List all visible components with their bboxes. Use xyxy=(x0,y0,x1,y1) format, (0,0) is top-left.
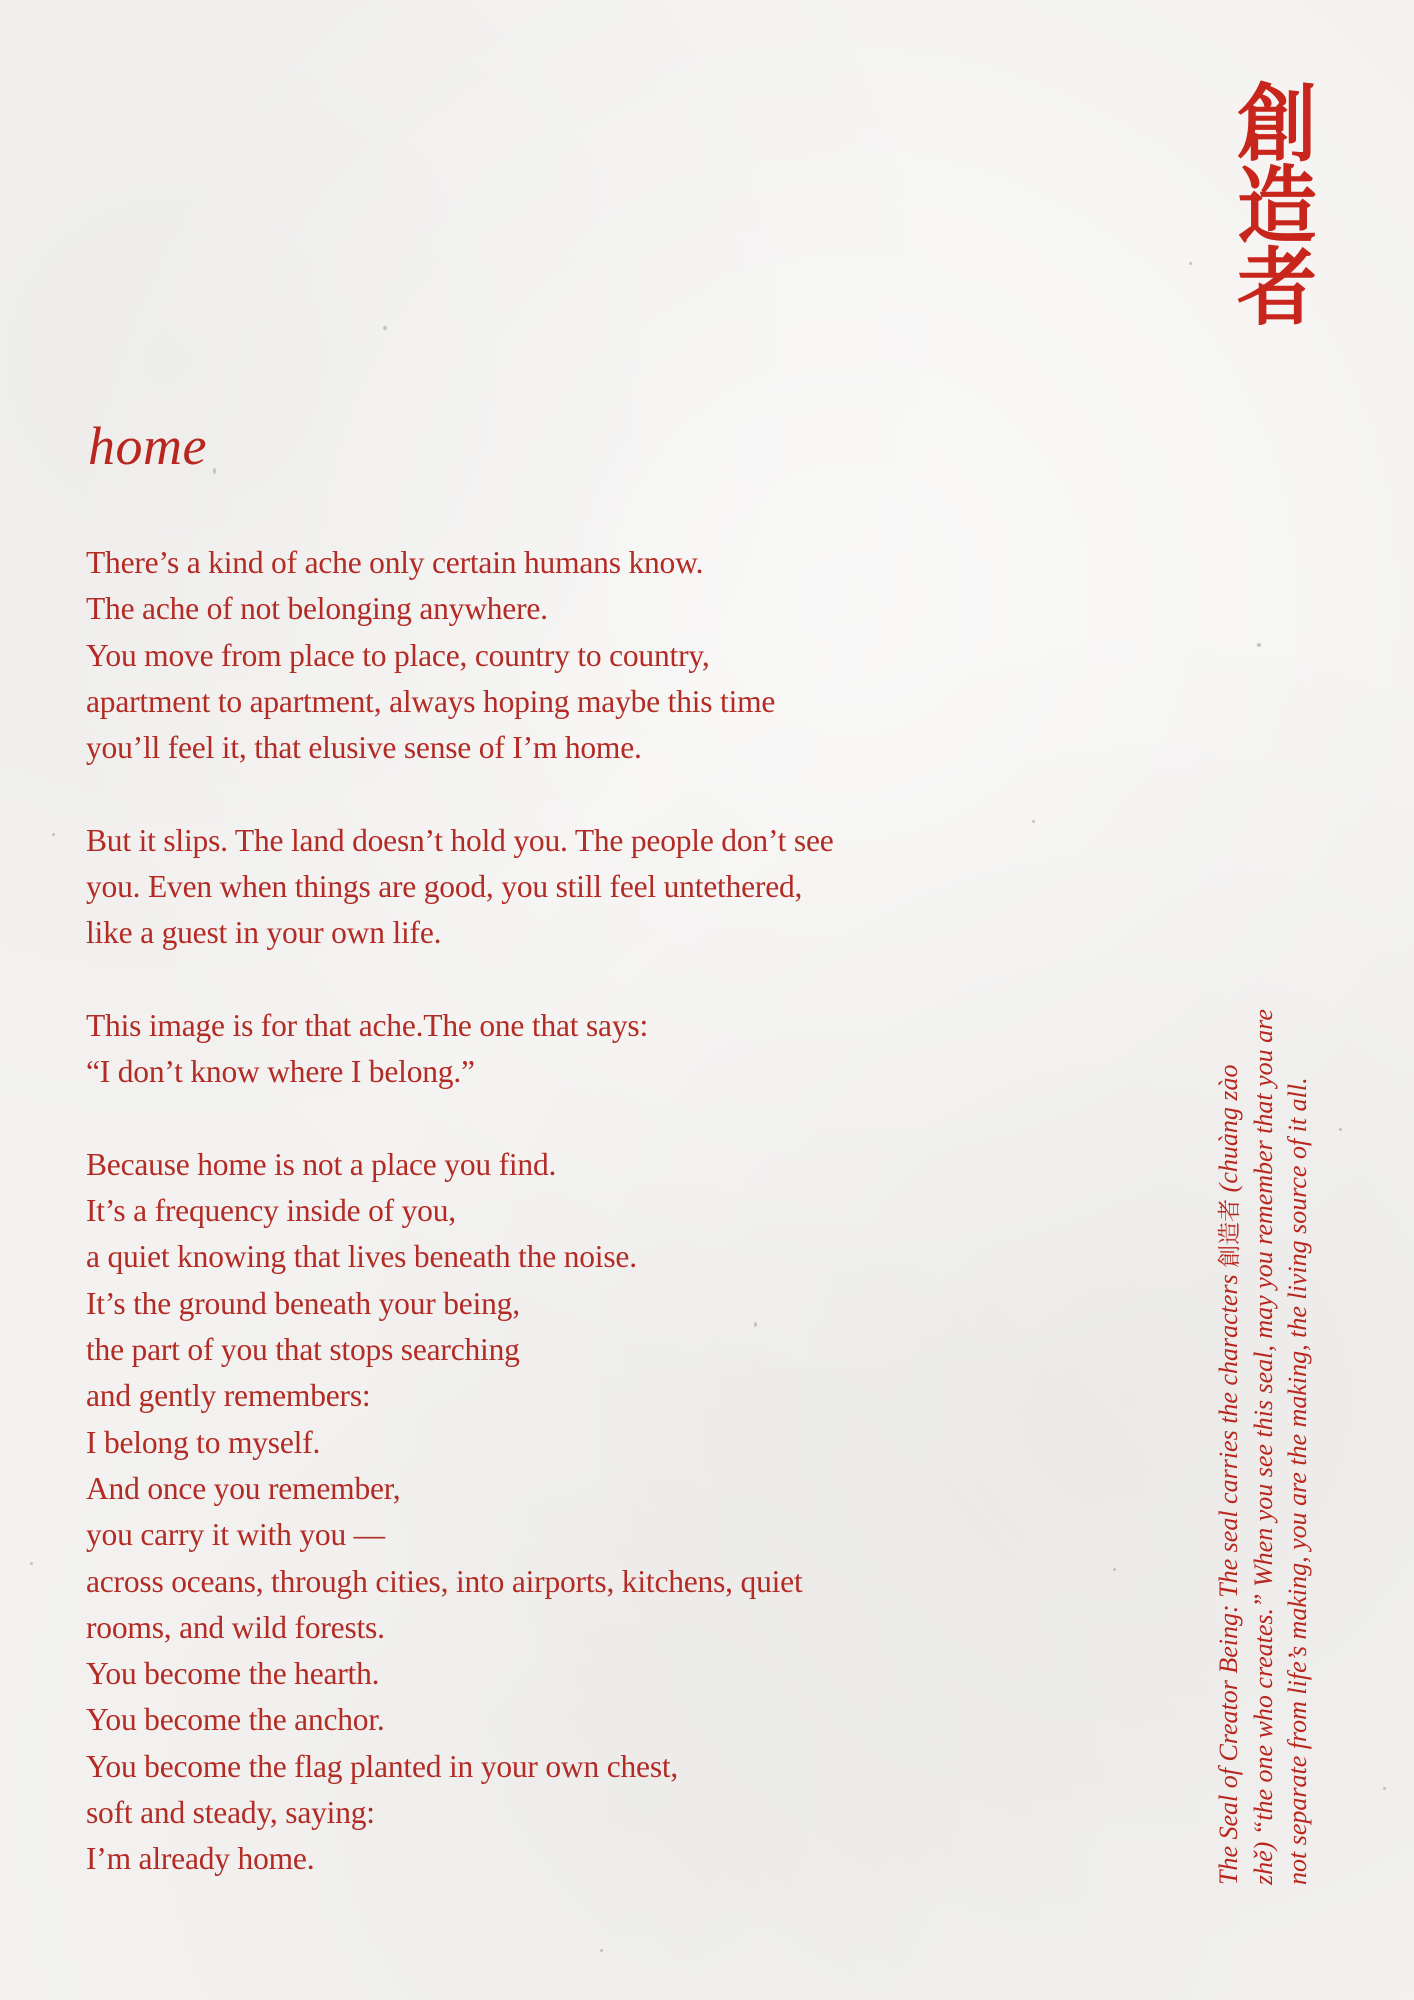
stanza xyxy=(86,540,1086,771)
note-text: The Seal of Creator Being: The seal carries the characters xyxy=(1214,1267,1243,1885)
poem-line: soft and steady, saying: xyxy=(86,1795,375,1831)
note-line: not separate from life’s making, you are the making, the living source of it all. xyxy=(1283,1077,1312,1885)
stanza xyxy=(86,1003,1086,1096)
paper-speck xyxy=(52,833,55,836)
poem-line: “I don’t know where I belong.” xyxy=(86,1054,475,1090)
poem-line: and gently remembers: xyxy=(86,1378,371,1414)
poem-line: you. Even when things are good, you still feel untethered, xyxy=(86,869,803,905)
poem-line: you carry it with you — xyxy=(86,1517,385,1553)
paper-speck xyxy=(1257,643,1261,647)
poem-line: But it slips. The land doesn’t hold you. The people don’t see xyxy=(86,822,834,858)
poem-line: The ache of not belonging anywhere. xyxy=(86,591,548,627)
seal-explanation-note xyxy=(1212,855,1315,1885)
paper-speck xyxy=(1383,1787,1386,1790)
poem-line: I belong to myself. xyxy=(86,1424,321,1460)
poem-line: You become the anchor. xyxy=(86,1702,385,1738)
paper-speck xyxy=(383,326,387,330)
note-text: (chuàng zào xyxy=(1214,1064,1243,1199)
poem-line: You become the flag planted in your own chest, xyxy=(86,1748,679,1784)
paper-speck xyxy=(1189,262,1192,265)
paper-speck xyxy=(1339,1128,1342,1131)
poem-line: a quiet knowing that lives beneath the noise. xyxy=(86,1239,637,1275)
poem-line: It’s a frequency inside of you, xyxy=(86,1193,456,1229)
poem-line: And once you remember, xyxy=(86,1470,401,1506)
note-line: zhě) “the one who creates.” When you see this seal, may you remember that you are xyxy=(1249,1009,1278,1885)
poem-line: you’ll feel it, that elusive sense of I’m home. xyxy=(86,730,642,766)
seal-character: 造 xyxy=(1237,156,1317,255)
seal-character: 創 xyxy=(1237,74,1317,173)
poem-title: home xyxy=(88,416,207,476)
paper-speck xyxy=(600,1949,603,1952)
poem-line: rooms, and wild forests. xyxy=(86,1609,385,1645)
seal-characters-inline: 創造者 xyxy=(1217,1198,1243,1268)
poem-line: This image is for that ache.The one that says: xyxy=(86,1007,648,1043)
poem-line: the part of you that stops searching xyxy=(86,1332,520,1368)
poem-line: apartment to apartment, always hoping maybe this time xyxy=(86,683,776,719)
poem-body xyxy=(86,540,1086,1883)
creator-seal xyxy=(1222,74,1332,337)
paper-speck xyxy=(213,468,216,474)
paper-speck xyxy=(30,1562,33,1565)
poem-line: I’m already home. xyxy=(86,1841,315,1877)
seal-character: 者 xyxy=(1237,238,1317,337)
poem-line: like a guest in your own life. xyxy=(86,915,442,951)
poem-line: You become the hearth. xyxy=(86,1656,380,1692)
poem-line: You move from place to place, country to country, xyxy=(86,637,710,673)
poem-line: Because home is not a place you find. xyxy=(86,1146,557,1182)
stanza xyxy=(86,1142,1086,1883)
note-line xyxy=(1212,855,1247,1885)
poem-line: across oceans, through cities, into airports, kitchens, quiet xyxy=(86,1563,803,1599)
poem-line: It’s the ground beneath your being, xyxy=(86,1285,520,1321)
paper-speck xyxy=(1113,1568,1116,1571)
stanza xyxy=(86,818,1086,957)
poem-line: There’s a kind of ache only certain humans know. xyxy=(86,545,704,580)
